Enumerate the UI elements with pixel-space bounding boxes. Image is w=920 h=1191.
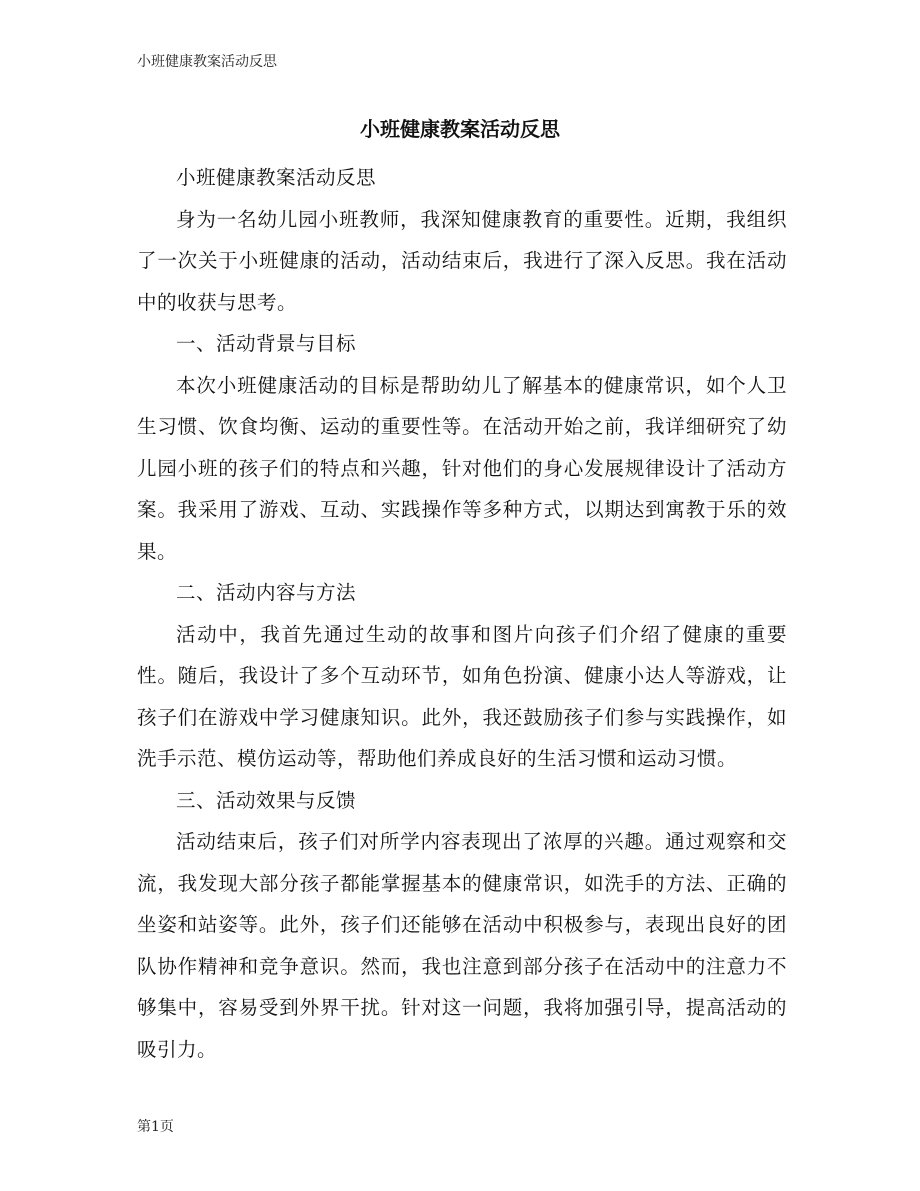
paragraph-subtitle: 小班健康教案活动反思: [176, 166, 377, 189]
section-heading-content: 二、活动内容与方法: [176, 581, 357, 604]
page-number: 第1页: [137, 1119, 174, 1135]
document-title: 小班健康教案活动反思: [360, 117, 560, 141]
section-heading-effect: 三、活动效果与反馈: [176, 788, 357, 812]
paragraph-content: 活动中，我首先通过生动的故事和图片向孩子们介绍了健康的重要性。随后，我设计了多个互动环节，如角色扮演、健康小达人等游戏，让孩子们在游戏中学习健康知识。此外，我还鼓励孩子们参与实践操作，如洗手示范、模仿运动等，帮助他们养成良好的生活习惯和运动习惯。: [137, 622, 787, 770]
paragraph-effect: 活动结束后，孩子们对所学内容表现出了浓厚的兴趣。通过观察和交流，我发现大部分孩子都能掌握基本的健康常识，如洗手的方法、正确的坐姿和站姿等。此外，孩子们还能够在活动中积极参与，表现出良好的团队协作精神和竞争意识。然而，我也注意到部分孩子在活动中的注意力不够集中，容易受到外界干扰。针对这一问题，我将加强引导，提高活动的吸引力。: [137, 830, 787, 1061]
paragraph-intro: 身为一名幼儿园小班教师，我深知健康教育的重要性。近期，我组织了一次关于小班健康的活动，活动结束后，我进行了深入反思。我在活动中的收获与思考。: [137, 207, 787, 314]
section-heading-background: 一、活动背景与目标: [176, 332, 357, 355]
document-body: [137, 157, 787, 1070]
page-header: 小班健康教案活动反思: [137, 54, 277, 70]
paragraph-background: 本次小班健康活动的目标是帮助幼儿了解基本的健康常识，如个人卫生习惯、饮食均衡、运动的重要性等。在活动开始之前，我详细研究了幼儿园小班的孩子们的特点和兴趣，针对他们的身心发展规律设计了活动方案。我采用了游戏、互动、实践操作等多种方式，以期达到寓教于乐的效果。: [137, 373, 787, 563]
